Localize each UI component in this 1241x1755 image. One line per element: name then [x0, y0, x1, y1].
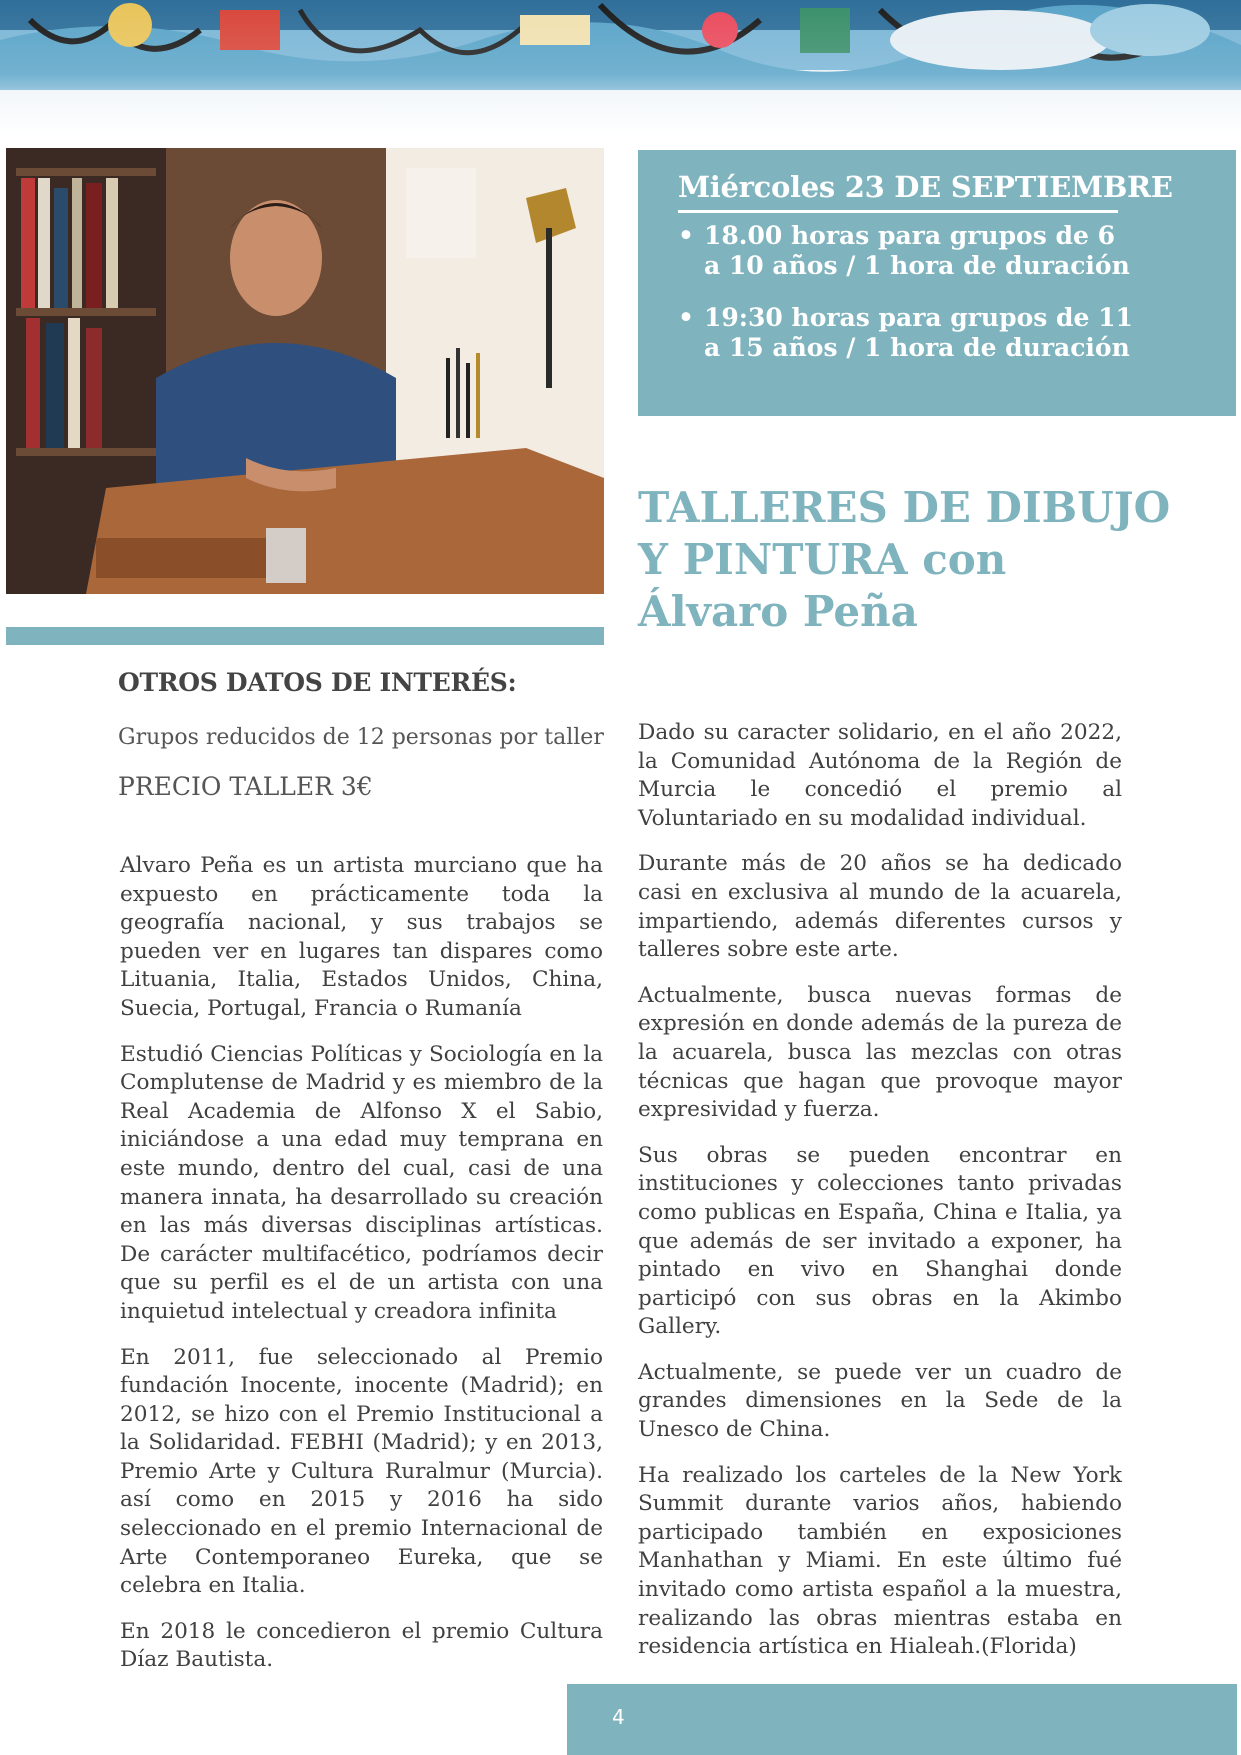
price-text: PRECIO TALLER 3€: [118, 772, 373, 801]
title-line: Álvaro Peña: [638, 587, 918, 636]
artist-photo: [6, 148, 604, 594]
header-painting-banner: [0, 0, 1241, 135]
session-list: [678, 221, 1196, 363]
bullet-icon: •: [678, 221, 694, 250]
bio-right-column: [638, 719, 1122, 1679]
bio-paragraph: En 2018 le concedieron el premio Cultura Díaz Bautista.: [120, 1618, 603, 1673]
title-line: TALLERES DE DIBUJO: [638, 483, 1171, 532]
bullet-icon: •: [678, 303, 694, 332]
event-date: Miércoles 23 DE SEPTIEMBRE: [678, 170, 1118, 213]
photo-accent-bar: [6, 627, 604, 645]
artist-portrait-image: [6, 148, 604, 594]
session-text: 19:30 horas para grupos de 11 a 15 años / 1 hora de duración: [704, 303, 1133, 362]
info-heading: OTROS DATOS DE INTERÉS:: [118, 668, 517, 697]
bio-paragraph: Dado su caracter solidario, en el año 2022, la Comunidad Autónoma de la Región de Murcia le concedió el premio al Voluntariado en su modalidad individual.: [638, 720, 1122, 831]
bio-paragraph: Actualmente, busca nuevas formas de expresión en donde además de la pureza de la acuarela, busca las mezclas con otras técnicas que hagan que provoque mayor expresividad y fuerza.: [638, 982, 1122, 1123]
session-text: 18.00 horas para grupos de 6 a 10 años / 1 hora de duración: [704, 221, 1130, 280]
group-size-text: Grupos reducidos de 12 personas por taller: [118, 725, 604, 750]
bio-paragraph: Ha realizado los carteles de la New York Summit durante varios años, habiendo participado también en exposiciones Manhathan y Miami. En este último fué invitado como artista español a la muestra, realizando las obras mientras estaba en residencia artística en Hialeah.(Florida): [638, 1462, 1122, 1660]
title-line: Y PINTURA con: [638, 535, 1007, 584]
page-title: [638, 482, 1198, 638]
bio-paragraph: Estudió Ciencias Políticas y Sociología en la Complutense de Madrid y es miembro de la Real Academia de Alfonso X el Sabio, iniciándose a una edad muy temprana en este mundo, dentro del cual, casi de una manera innata, ha desarrollado su creación en las más diversas disciplinas artísticas. De carácter multifacético, podríamos decir que su perfil es el de un artista con una inquietud intelectual y creadora infinita: [120, 1041, 603, 1324]
bio-paragraph: Actualmente, se puede ver un cuadro de grandes dimensiones en la Sede de la Unesco de China.: [638, 1359, 1122, 1443]
bio-paragraph: En 2011, fue seleccionado al Premio fundación Inocente, inocente (Madrid); en 2012, se hizo con el Premio Institucional a la Solidaridad. FEBHI (Madrid); y en 2013, Premio Arte y Cultura Ruralmur (Murcia). así como en 2015 y 2016 ha sido seleccionado en el premio Internacional de Arte Contemporaneo Eureka, que se celebra en Italia.: [120, 1344, 603, 1599]
footer-bar: [567, 1684, 1237, 1755]
session-item: [678, 303, 1134, 363]
bio-paragraph: Alvaro Peña es un artista murciano que ha expuesto en prácticamente toda la geografía nacional, y sus trabajos se pueden ver en lugares tan dispares como Lituania, Italia, Estados Unidos, China, Suecia, Portugal, Francia o Rumanía: [120, 853, 603, 1021]
bio-paragraph: Sus obras se pueden encontrar en instituciones y colecciones tanto privadas como publicas en España, China e Italia, ya que además de ser invitado a exponer, ha pintado en vivo en Shanghai donde participó con sus obras en la Akimbo Gallery.: [638, 1142, 1122, 1340]
page-number: 4: [612, 1705, 625, 1729]
banner-artwork: [0, 0, 1241, 135]
event-date-box: [638, 150, 1236, 416]
bio-paragraph: Durante más de 20 años se ha dedicado casi en exclusiva al mundo de la acuarela, impartiendo, además diferentes cursos y talleres sobre este arte.: [638, 851, 1122, 963]
bio-left-column: [120, 852, 603, 1692]
session-item: [678, 221, 1134, 281]
